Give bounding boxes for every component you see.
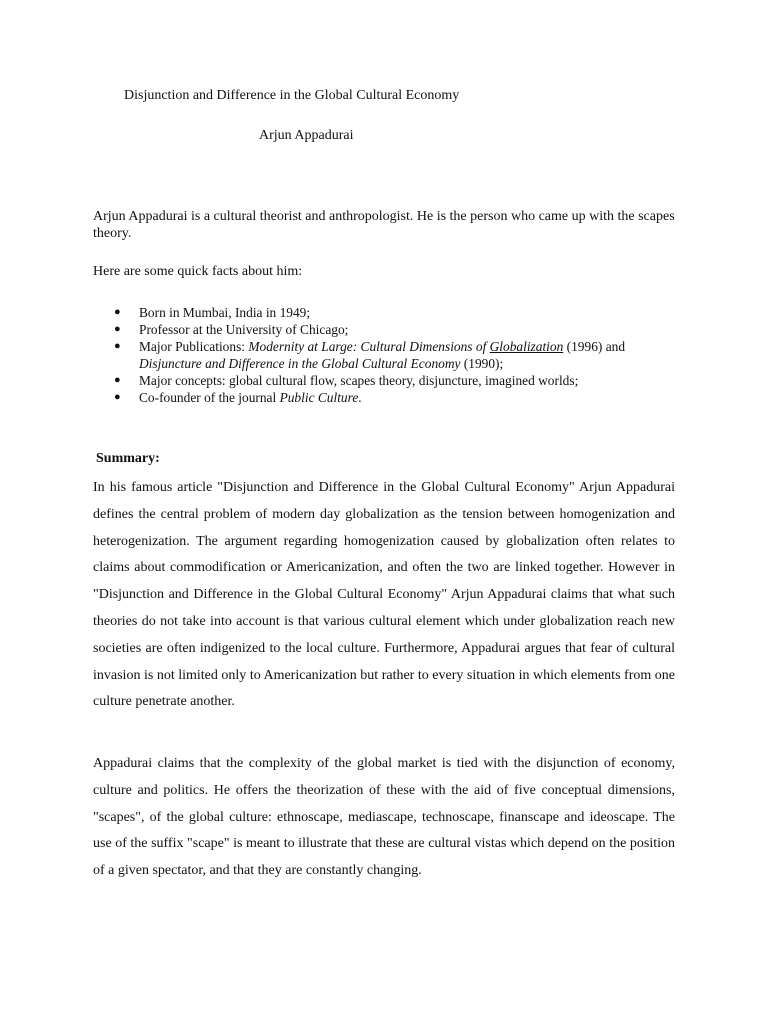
- facts-lead: Here are some quick facts about him:: [93, 264, 303, 279]
- list-item: [112, 304, 678, 321]
- fact-publications-prefix: Major Publications:: [139, 339, 249, 354]
- list-item: [112, 372, 678, 389]
- intro-paragraph: Arjun Appadurai is a cultural theorist and anthropologist. He is the person who came up with the scapes theory.: [93, 209, 675, 241]
- bullet-icon: ●: [114, 306, 121, 318]
- fact-concepts: Major concepts: global cultural flow, scapes theory, disjuncture, imagined worlds;: [139, 373, 579, 388]
- summary-paragraph-1: In his famous article "Disjunction and Difference in the Global Cultural Economy" Arjun Appadurai defines the central problem of modern day globalization as the tension between homogenization and heterogenization. The argument regarding homogenization caused by globalization often relates to claims about commodification or Americanization, and often the two are linked together. However in "Disjunction and Difference in the Global Cultural Economy" Arjun Appadurai claims that what such theories do not take into account is that various cultural element which under globalization reach new societies are often indigenized to the local culture. Furthermore, Appadurai argues that fear of cultural invasion is not limited only to Americanization but rather to every situation in which elements from one culture penetrate another.: [93, 480, 675, 710]
- summary-heading: Summary:: [96, 451, 160, 466]
- bullet-icon: ●: [114, 323, 121, 335]
- publication-title-1b: Globalization: [489, 339, 564, 354]
- fact-cofounder-end: .: [358, 390, 362, 405]
- fact-publications-end: (1990);: [460, 356, 504, 371]
- fact-professor: Professor at the University of Chicago;: [139, 322, 349, 337]
- document-title: Disjunction and Difference in the Global Cultural Economy: [124, 88, 460, 103]
- journal-title: Public Culture: [279, 390, 359, 405]
- bullet-icon: ●: [114, 340, 121, 352]
- publication-title-2: Disjuncture and Difference in the Global Cultural Economy: [139, 356, 461, 371]
- list-item: [112, 321, 678, 338]
- publication-title-1a: Modernity at Large: Cultural Dimensions of: [248, 339, 490, 354]
- facts-list: [112, 304, 678, 406]
- document-author: Arjun Appadurai: [259, 128, 354, 143]
- fact-publications-mid: (1996) and: [563, 339, 626, 354]
- bullet-icon: ●: [114, 391, 121, 403]
- list-item: [112, 338, 678, 372]
- bullet-icon: ●: [114, 374, 121, 386]
- list-item: [112, 389, 678, 406]
- fact-cofounder-prefix: Co-founder of the journal: [139, 390, 280, 405]
- fact-born: Born in Mumbai, India in 1949;: [139, 305, 311, 320]
- summary-paragraph-2: Appadurai claims that the complexity of the global market is tied with the disjunction of economy, culture and politics. He offers the theorization of these with the aid of five conceptual dimensions, "scapes", of the global culture: ethnoscape, mediascape, technoscape, finanscape and ideoscape. The use of the suffix "scape" is meant to illustrate that these are cultural vistas which depend on the position of a given spectator, and that they are constantly changing.: [93, 756, 675, 879]
